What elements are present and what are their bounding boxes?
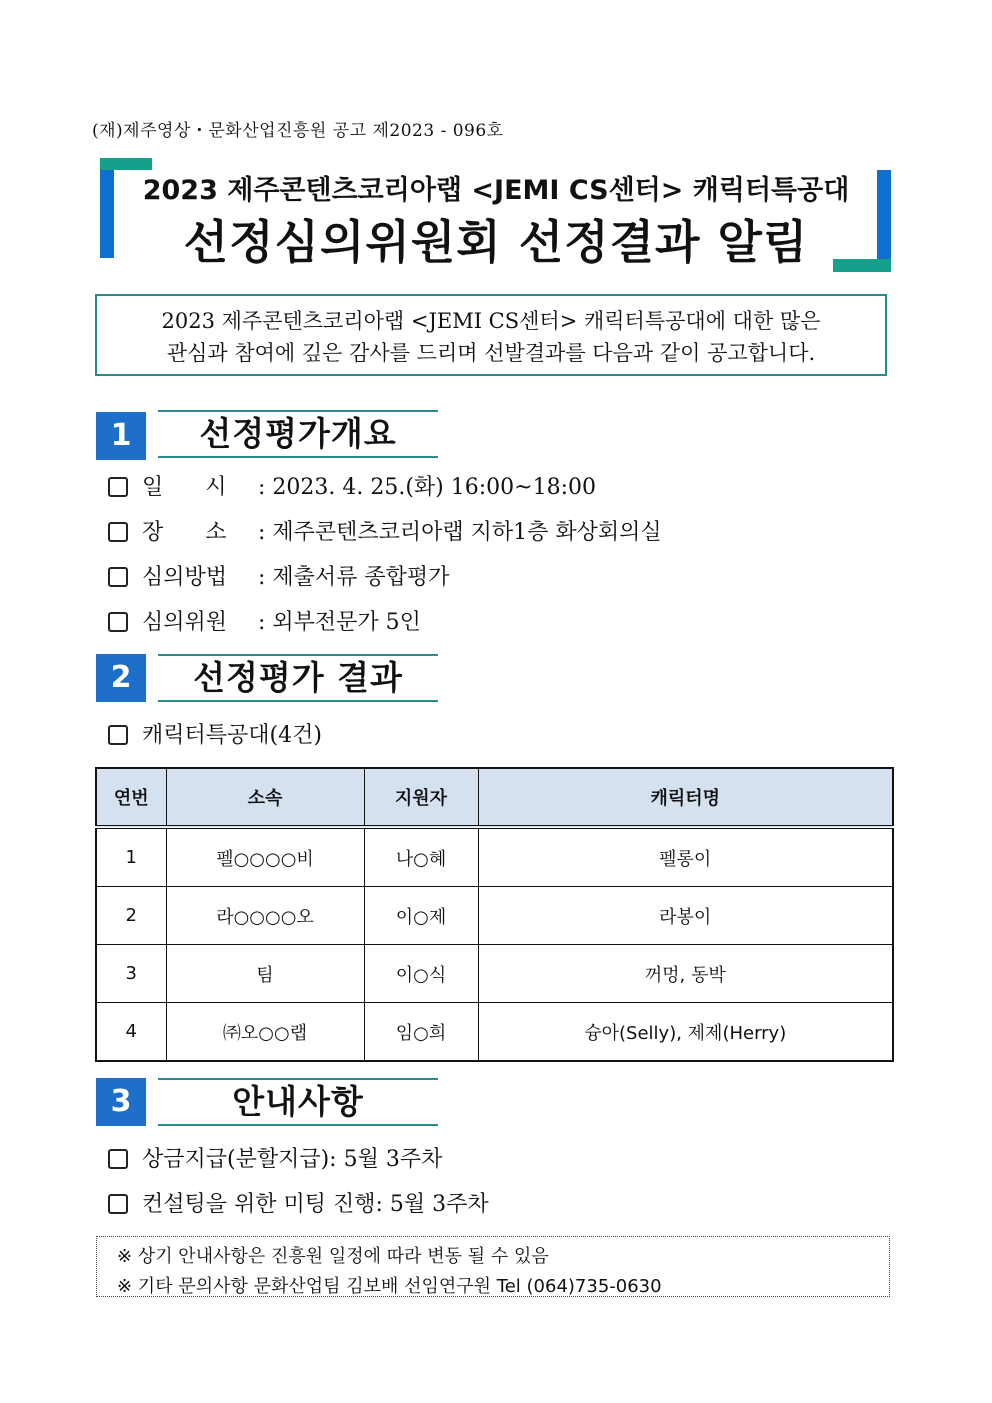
- cell-applicant: 이○식: [364, 945, 478, 1003]
- cell-no: 2: [96, 887, 166, 945]
- checkbox-icon: [108, 1149, 128, 1169]
- guide-item: [108, 1187, 489, 1218]
- table-row: [96, 945, 893, 1003]
- section-number: 1: [96, 412, 146, 460]
- section-number: 2: [96, 654, 146, 702]
- checkbox-icon: [108, 477, 128, 497]
- results-table: [95, 767, 894, 1062]
- cell-character: 꺼멍, 동박: [478, 945, 893, 1003]
- checkbox-icon: [108, 725, 128, 745]
- cell-no: 1: [96, 827, 166, 887]
- column-header-affiliation: 소속: [166, 768, 364, 827]
- item-label: 캐릭터특공대(4건): [142, 723, 322, 748]
- table-row: [96, 827, 893, 887]
- table-row: [96, 887, 893, 945]
- cell-applicant: 나○혜: [364, 827, 478, 887]
- title-bracket-right: [877, 170, 891, 272]
- item-value: : 제출서류 종합평가: [258, 565, 450, 590]
- cell-affiliation: 라○○○○오: [166, 887, 364, 945]
- table-row: [96, 1003, 893, 1062]
- section-number: 3: [96, 1078, 146, 1126]
- checkbox-icon: [108, 567, 128, 587]
- guide-item: [108, 1142, 442, 1173]
- item-label: 장 소: [142, 520, 227, 545]
- item-value: : 외부전문가 5인: [258, 610, 421, 635]
- cell-affiliation: 팀: [166, 945, 364, 1003]
- checkbox-icon: [108, 612, 128, 632]
- results-item: [108, 718, 322, 749]
- cell-applicant: 임○희: [364, 1003, 478, 1062]
- checkbox-icon: [108, 1194, 128, 1214]
- note-line: ※ 상기 안내사항은 진흥원 일정에 따라 변동 될 수 있음: [117, 1246, 549, 1267]
- cell-character: 펠롱이: [478, 827, 893, 887]
- intro-line: 관심과 참여에 깊은 감사를 드리며 선발결과를 다음과 같이 공고합니다.: [166, 341, 816, 365]
- title-bracket-left: [100, 158, 114, 258]
- notes-box: [96, 1236, 890, 1297]
- cell-affiliation: 펠○○○○비: [166, 827, 364, 887]
- intro-box: [95, 294, 887, 376]
- cell-affiliation: ㈜오○○랩: [166, 1003, 364, 1062]
- column-header-no: 연번: [96, 768, 166, 827]
- checkbox-icon: [108, 522, 128, 542]
- section-title: 선정평가 결과: [158, 654, 438, 702]
- cell-character: 라봉이: [478, 887, 893, 945]
- table-header-row: [96, 768, 893, 827]
- cell-no: 3: [96, 945, 166, 1003]
- cell-character: 슝아(Selly), 제제(Herry): [478, 1003, 893, 1062]
- column-header-applicant: 지원자: [364, 768, 478, 827]
- item-label: 컨설팅을 위한 미팅 진행: 5월 3주차: [142, 1192, 489, 1217]
- item-value: : 제주콘텐츠코리아랩 지하1층 화상회의실: [258, 520, 662, 545]
- item-label: 일 시: [142, 475, 227, 500]
- overview-item: [108, 560, 449, 591]
- column-header-character: 캐릭터명: [478, 768, 893, 827]
- intro-line: 2023 제주콘텐츠코리아랩 <JEMI CS센터> 캐릭터특공대에 대한 많은: [161, 309, 821, 333]
- cell-no: 4: [96, 1003, 166, 1062]
- cell-applicant: 이○제: [364, 887, 478, 945]
- overview-item: [108, 470, 596, 501]
- overview-item: [108, 515, 662, 546]
- item-label: 심의방법: [142, 565, 228, 590]
- document-title: 선정심의위원회 선정결과 알림: [183, 215, 809, 269]
- item-label: 심의위원: [142, 610, 228, 635]
- document-subtitle: 2023 제주콘텐츠코리아랩 <JEMI CS센터> 캐릭터특공대: [142, 175, 850, 206]
- section-title: 안내사항: [158, 1078, 438, 1126]
- notice-number: (재)제주영상・문화산업진흥원 공고 제2023 - 096호: [92, 121, 504, 141]
- overview-item: [108, 605, 421, 636]
- item-value: : 2023. 4. 25.(화) 16:00~18:00: [258, 475, 596, 500]
- note-line: ※ 기타 문의사항 문화산업팀 김보배 선임연구원 Tel (064)735-0630: [117, 1276, 662, 1297]
- item-label: 상금지급(분할지급): 5월 3주차: [142, 1147, 443, 1172]
- section-title: 선정평가개요: [158, 410, 438, 458]
